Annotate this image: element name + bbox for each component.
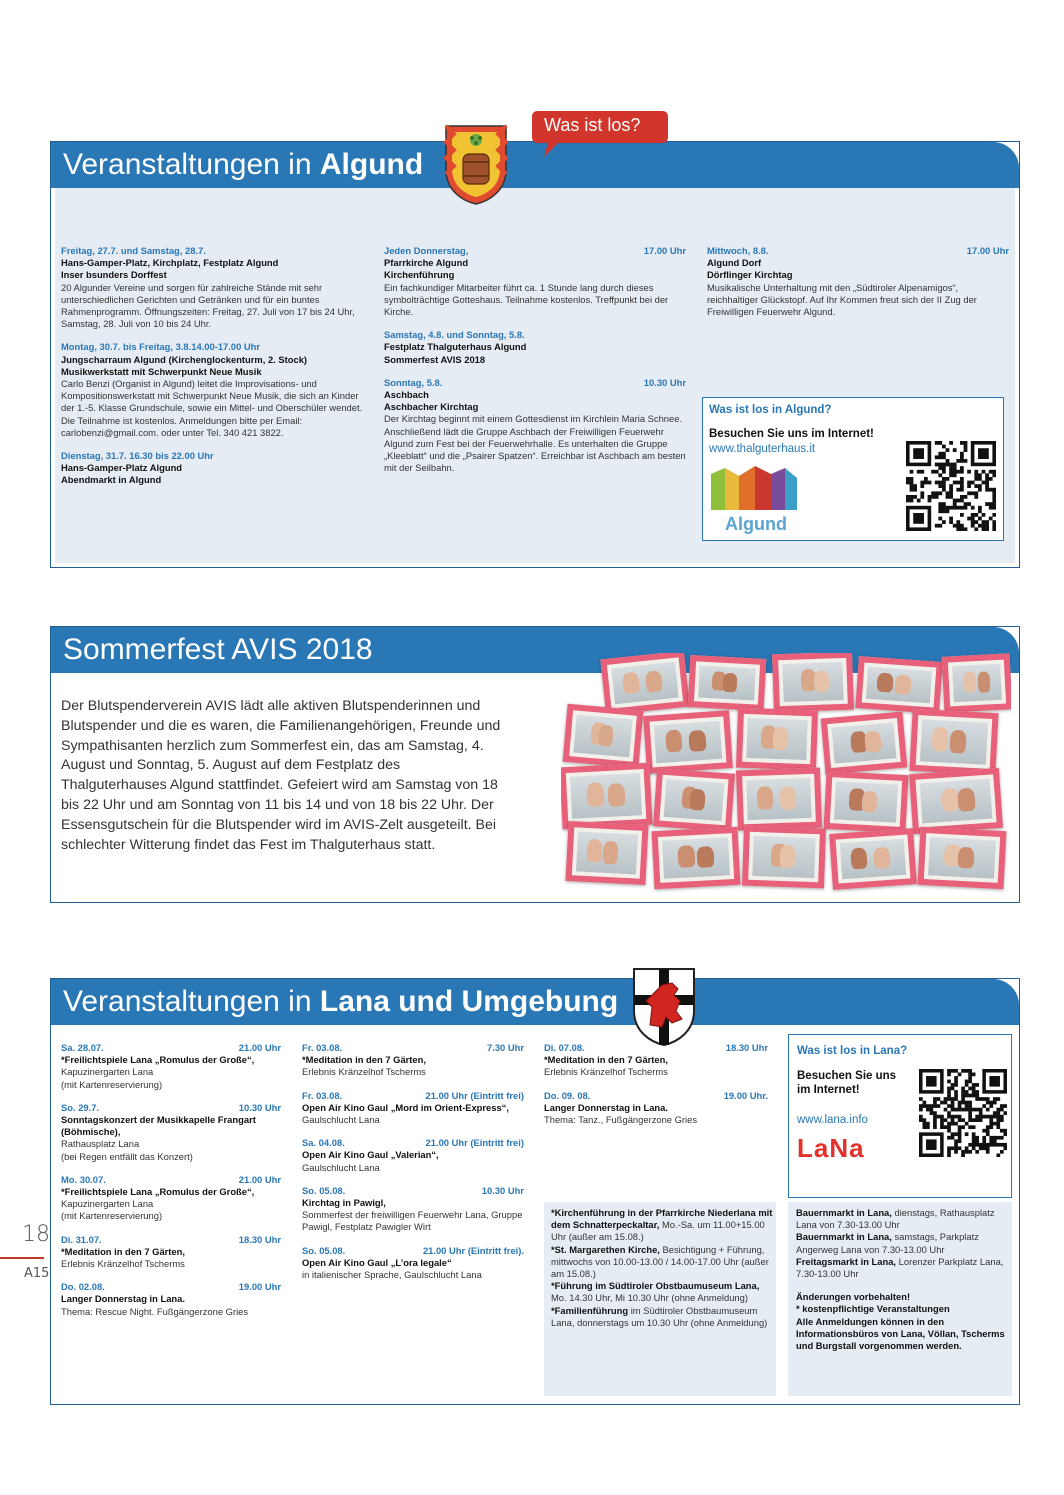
avis-photo-collage (561, 653, 1011, 893)
event-description: Kapuzinergarten Lana (mit Kartenreservierung) (61, 1198, 163, 1222)
event-title: Sonntagskonzert der Musikkapelle Frangart (Böhmische), (61, 1114, 256, 1138)
event-entry (302, 1090, 524, 1127)
photo-frame (736, 708, 818, 771)
event-date: So. 29.7. (61, 1101, 100, 1113)
market-title: Bauernmarkt in Lana, (796, 1207, 892, 1218)
algund-title: Veranstaltungen in Algund (63, 148, 424, 181)
algund-qr-code[interactable] (906, 441, 996, 531)
event-entry (707, 245, 1009, 318)
lana-coat-of-arms-icon (632, 967, 696, 1047)
photo-frame (742, 826, 826, 889)
event-date: Mo. 30.07. (61, 1173, 106, 1185)
lana-logo-text: LaNa (797, 1133, 865, 1163)
event-time: 17.00 Uhr (643, 245, 686, 256)
lana-section (50, 978, 1020, 1405)
event-entry (544, 1090, 768, 1127)
event-entry (61, 245, 363, 330)
event-title: Open Air Kino Gaul „L’ora legale“ (302, 1256, 452, 1268)
event-entry (384, 377, 686, 475)
event-title: Hans-Gamper-Platz, Kirchplatz, Festplatz Algund Inser bsunders Dorffest (61, 257, 279, 281)
lana-qr-code[interactable] (919, 1069, 1007, 1157)
photo-frame (772, 653, 854, 712)
event-time: 17.00 Uhr (966, 245, 1009, 256)
event-time: 19.00 Uhr (238, 1281, 281, 1293)
event-title: Jungscharraum Algund (Kirchenglockenturm, 2. Stock) Musikwerkstatt mit Schwerpunkt Neue Musik (61, 353, 308, 377)
event-header (302, 1042, 524, 1054)
event-date: So. 05.08. (302, 1184, 346, 1196)
algund-info-title: Was ist los in Algund? (709, 404, 832, 416)
event-time: 19.00 Uhr. (723, 1089, 768, 1101)
qr-pattern (919, 1069, 1007, 1157)
page-number: 18 (22, 1222, 50, 1247)
tour-entry (551, 1280, 773, 1304)
photo-frame (736, 768, 822, 831)
event-entry (384, 245, 686, 318)
event-time: 21.00 Uhr (238, 1173, 281, 1185)
event-description: Rathausplatz Lana (bei Regen entfällt das Konzert) (61, 1138, 193, 1162)
tour-title: *Familienführung (551, 1304, 629, 1316)
event-title: *Meditation in den 7 Gärten, (61, 1245, 185, 1257)
lana-info-title: Was ist los in Lana? (797, 1045, 908, 1057)
algund-coat-of-arms-icon (444, 124, 508, 206)
event-date: Do. 02.08. (61, 1281, 105, 1293)
event-time: 18.30 Uhr (238, 1233, 281, 1245)
bubble-text: Was ist los? (544, 115, 641, 135)
event-header (61, 245, 363, 257)
photo-frame (565, 821, 648, 885)
lana-info-subtitle: Besuchen Sie uns im Internet! (797, 1070, 897, 1096)
event-header (61, 1281, 281, 1293)
photo-frame (821, 712, 908, 775)
tour-description: im Südtiroler Obstbaumuseum Lana, donnerstags um 10.30 Uhr (ohne Anmeldung) (551, 1304, 768, 1328)
photo-frame (909, 709, 998, 775)
note-line: Alle Anmeldungen können in den Informationsbüros von Lana, Völlan, Tscherms und Burgstall vorgenommen werden. (796, 1315, 1005, 1352)
market-entry (796, 1207, 1008, 1231)
tour-title: *Führung im Südtiroler Obstbaumuseum Lana, (551, 1280, 760, 1292)
event-entry (61, 1042, 281, 1091)
tour-title: *St. Margarethen Kirche, (551, 1243, 660, 1255)
algund-info-subtitle: Besuchen Sie uns im Internet! (709, 428, 874, 440)
event-header (61, 1174, 281, 1186)
lana-website-link[interactable]: www.lana.info (797, 1114, 868, 1126)
event-date: Sa. 04.08. (302, 1137, 345, 1149)
lana-markets-list (796, 1207, 1008, 1352)
event-date: Dienstag, 31.7. 16.30 bis 22.00 Uhr (61, 450, 214, 462)
algund-column-2 (384, 245, 686, 485)
was-ist-los-bubble (530, 109, 670, 165)
event-entry (61, 450, 363, 487)
note-line: Änderungen vorbehalten! (796, 1291, 911, 1303)
event-title: Open Air Kino Gaul „Mord im Orient-Express“, (302, 1101, 509, 1113)
event-date: Sonntag, 5.8. (384, 376, 443, 388)
event-title: Langer Donnerstag in Lana. (61, 1293, 185, 1305)
tour-description: Besichtigung + Führung, mittwochs von 10.00-13.00 / 14.00-17.00 Uhr (außer am 15.08.) (551, 1243, 769, 1280)
photo-frame (688, 655, 767, 711)
qr-pattern (906, 441, 996, 531)
lana-info-box (788, 1034, 1012, 1198)
event-entry (544, 1042, 768, 1079)
event-description: Carlo Benzi (Organist in Algund) leitet die Improvisations- und Kompositionswerkstatt mit Schwerpunkt Neue Musik, die sich an Kinder der 1.-5. Klasse Grundschule, sowie ein Mittel- und Oberschüler wendet. Die Teilnahme ist kostenlos. Anmeldungen bitte per Email: carlobenzi@gmail.com. oder unter Tel. 340 421 3822. (61, 378, 363, 438)
event-date: Mittwoch, 8.8. (707, 245, 769, 256)
tour-entry (551, 1244, 773, 1281)
market-entry (796, 1256, 1008, 1280)
event-entry (61, 341, 363, 439)
photo-frame (829, 828, 917, 890)
event-entry (302, 1042, 524, 1079)
event-entry (61, 1174, 281, 1223)
event-time: 21.00 Uhr (Eintritt frei) (425, 1137, 524, 1149)
event-header (61, 341, 363, 353)
event-header (302, 1090, 524, 1102)
event-time: 18.30 Uhr (725, 1042, 768, 1053)
event-description: Kapuzinergarten Lana (mit Kartenreservierung) (61, 1066, 163, 1090)
event-title: *Meditation in den 7 Gärten, (544, 1054, 668, 1066)
event-title: Festplatz Thalguterhaus Algund Sommerfest AVIS 2018 (384, 341, 527, 365)
algund-column-3 (707, 245, 1009, 329)
event-title: *Meditation in den 7 Gärten, (302, 1054, 426, 1066)
event-date: Do. 09. 08. (544, 1089, 591, 1101)
avis-body-text: Der Blutspenderverein AVIS lädt alle aktiven Blutspenderinnen und Blutspender und die es waren, die Familienangehörigen, Freunde und Sympathisanten herzlich zum Sommerfest ein, das am Samstag, 4. August und Sonntag, 5. August auf dem Festplatz des Thalguterhauses Algund stattfindet. Gefeiert wird am Samstag von 18 bis 22 Uhr und am Sonntag von 11 bis 14 und von 18 bis 22 Uhr. Der Essensgutschein für die Blutspender wird im AVIS-Zelt ausgeteilt. Bei schlechter Witterung findet das Fest im Thalguterhaus statt. (61, 698, 501, 853)
market-description: dienstags, Rathausplatz Lana von 7.30-13.00 Uhr (796, 1207, 995, 1231)
event-time: 21.00 Uhr (Eintritt frei) (425, 1089, 524, 1101)
event-header (61, 1234, 281, 1246)
event-date: So. 05.08. (302, 1244, 346, 1256)
event-entry (384, 329, 686, 366)
event-header (384, 245, 686, 257)
event-entry (302, 1245, 524, 1282)
event-title: Aschbach Aschbacher Kirchtag (384, 389, 479, 413)
event-entry (302, 1185, 524, 1234)
event-title: Algund Dorf Dörflinger Kirchtag (707, 257, 793, 281)
event-header (302, 1245, 524, 1257)
lana-tours-list (551, 1207, 773, 1329)
event-description: Gaulschlucht Lana (302, 1161, 380, 1173)
market-description: Lorenzer Parkplatz Lana, 7.30-13.00 Uhr (796, 1255, 1004, 1280)
algund-section (50, 141, 1020, 568)
lana-banner (51, 979, 1019, 1025)
event-description: Musikalische Unterhaltung mit den „Südtiroler Alpenamigos“, reichhaltiger Glückstopf. Auf Ihr Kommen freut sich der II Zug der Freiwilligen Feuerwehr Algund. (707, 281, 977, 318)
tour-entry (551, 1305, 773, 1329)
event-header (61, 1102, 281, 1114)
photo-frame (653, 768, 735, 831)
event-title: Kirchtag in Pawigl, (302, 1197, 386, 1209)
event-date: Montag, 30.7. bis Freitag, 3.8.14.00-17.00 Uhr (61, 341, 261, 353)
event-time: 7.30 Uhr (487, 1042, 524, 1053)
event-entry (61, 1281, 281, 1318)
event-date: Di. 07.08. (544, 1042, 585, 1053)
event-title: Hans-Gamper-Platz Algund Abendmarkt in Algund (61, 462, 183, 486)
tour-title: *Kirchenführung in der Pfarrkirche Niederlana mit dem Schnatterpeckaltar, (551, 1207, 773, 1231)
event-entry (61, 1234, 281, 1271)
page-number-divider (0, 1257, 44, 1259)
event-description: 20 Algunder Vereine und sorgen für zahlreiche Stände mit sehr unterschiedlichen Gerichten und Getränken und für ein buntes Rahmenprogramm. Öffnungszeiten: Freitag, 27. Juli von 17 bis 24 Uhr, Samstag, 28. Juli von 10 bis 24 Uhr. (61, 281, 355, 330)
market-entry (796, 1231, 1008, 1255)
photo-frame (824, 771, 909, 833)
event-description: Erlebnis Kränzelhof Tscherms (302, 1066, 426, 1078)
photo-frame (652, 827, 741, 889)
lana-title: Veranstaltungen in Lana und Umgebung (63, 985, 619, 1018)
event-title: Pfarrkirche Algund Kirchenführung (384, 257, 469, 281)
event-header (61, 1042, 281, 1054)
lana-column-3 (544, 1042, 768, 1137)
event-time: 10.30 Uhr (238, 1101, 281, 1113)
market-title: Freitagsmarkt in Lana, (796, 1255, 897, 1267)
algund-logo (709, 464, 801, 536)
event-description: Erlebnis Kränzelhof Tscherms (544, 1066, 668, 1078)
event-header (302, 1137, 524, 1149)
algund-column-1 (61, 245, 363, 498)
event-title: *Freilichtspiele Lana „Romulus der Große“, (61, 1054, 255, 1066)
market-description: samstags, Parkplatz Angerweg Lana von 7.30-13.00 Uhr (796, 1231, 979, 1255)
event-date: Samstag, 4.8. und Sonntag, 5.8. (384, 329, 525, 341)
tour-description: Mo.-Sa. um 11.00+15.00 Uhr (außer am 15.08.) (551, 1219, 765, 1243)
photo-frame (942, 653, 1011, 712)
event-header (384, 377, 686, 389)
lana-column-1 (61, 1042, 281, 1329)
event-date: Sa. 28.07. (61, 1042, 104, 1053)
event-entry (61, 1102, 281, 1163)
event-description: in italienischer Sprache, Gaulschlucht Lana (302, 1269, 482, 1281)
event-date: Fr. 03.08. (302, 1089, 343, 1101)
event-description: Der Kirchtag beginnt mit einem Gottesdienst im Kirchlein Maria Schnee. Anschließend lädt die Gruppe Aschbach der Freiwilligen Feuerwehr Algund zum Fest bei der Feuerwehrhalle. Es unterhalten die Gruppe „Kleeblatt“ und die „Psairer Spatzen“. Erreichbar ist Aschbach am besten mit der Seilbahn. (384, 413, 686, 474)
photo-frame (909, 768, 1003, 834)
event-entry (302, 1137, 524, 1174)
photo-frame (918, 827, 1007, 889)
event-description: Erlebnis Kränzelhof Tscherms (61, 1258, 185, 1270)
event-time: 10.30 Uhr (643, 376, 686, 388)
photo-frame (600, 653, 689, 715)
page-code: A15 (24, 1266, 50, 1281)
event-title: *Freilichtspiele Lana „Romulus der Große“, (61, 1186, 255, 1198)
event-description: Sommerfest der freiwilligen Feuerwehr Lana, Gruppe Pawigl, Festplatz Pawigler Wirt (302, 1209, 523, 1233)
event-description: Gaulschlucht Lana (302, 1114, 380, 1126)
event-description: Thema: Rescue Night. Fußgängerzone Gries (61, 1305, 249, 1317)
event-time: 21.00 Uhr (238, 1042, 281, 1053)
event-date: Jeden Donnerstag, (384, 245, 469, 256)
market-title: Bauernmarkt in Lana, (796, 1231, 892, 1243)
event-date: Fr. 03.08. (302, 1042, 343, 1053)
event-description: Ein fachkundiger Mitarbeiter führt ca. 1 Stunde lang durch dieses symbolträchtige Gotteshaus. Teilnahme kostenlos. Treffpunkt bei der Kirche. (384, 281, 669, 318)
lana-column-2 (302, 1042, 524, 1292)
photo-frame (643, 710, 733, 774)
event-title: Open Air Kino Gaul „Valerian“, (302, 1149, 439, 1161)
algund-logo-graphic (709, 464, 801, 514)
event-time: 10.30 Uhr (481, 1184, 524, 1196)
event-time: 21.00 Uhr (Eintritt frei). (422, 1244, 524, 1256)
photo-frame (563, 704, 644, 768)
event-header (384, 329, 686, 341)
algund-logo-text: Algund (725, 514, 787, 534)
avis-section (50, 626, 1020, 903)
photo-frame (561, 763, 653, 830)
note-line: * kostenpflichtige Veranstaltungen (796, 1303, 950, 1315)
tour-entry (551, 1207, 773, 1244)
algund-info-box (702, 397, 1004, 541)
event-header (61, 450, 363, 462)
photo-frame (855, 656, 942, 714)
event-title: Langer Donnerstag in Lana. (544, 1101, 668, 1113)
event-description: Thema: Tanz., Fußgängerzone Gries (544, 1114, 698, 1126)
tour-description: Mo. 14.30 Uhr, Mi 10.30 Uhr (ohne Anmeldung) (551, 1292, 748, 1304)
event-date: Freitag, 27.7. und Samstag, 28.7. (61, 245, 206, 256)
event-header (707, 245, 1009, 257)
event-header (302, 1185, 524, 1197)
algund-website-link[interactable]: www.thalguterhaus.it (709, 443, 816, 455)
event-date: Di. 31.07. (61, 1233, 102, 1245)
event-header (544, 1090, 768, 1102)
avis-title: Sommerfest AVIS 2018 (63, 633, 373, 666)
